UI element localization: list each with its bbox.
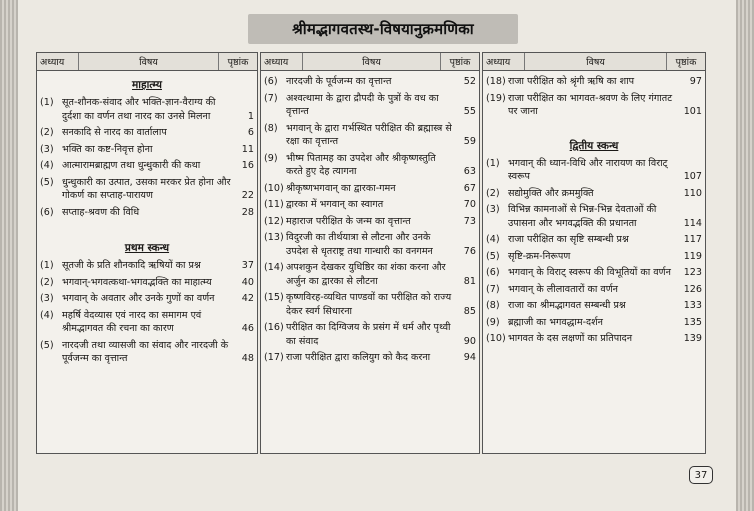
header-prishthank: पृष्ठांक	[666, 53, 705, 70]
left-page-edge	[0, 0, 18, 511]
index-entry	[261, 182, 479, 196]
entry-number: (7)	[264, 92, 278, 104]
entry-number: (5)	[486, 250, 500, 262]
entry-title: भगवान् के अवतार और उनके गुणों का वर्णन	[62, 293, 215, 304]
entry-title: सूतजी के प्रति शौनकादि ऋषियों का प्रश्न	[62, 260, 201, 271]
entry-number: (17)	[264, 352, 284, 363]
index-entry	[483, 92, 705, 119]
entry-page: 46	[241, 323, 254, 334]
entry-number: (10)	[264, 182, 284, 194]
entry-page: 123	[683, 267, 702, 278]
index-entry	[37, 339, 257, 366]
entry-title: ब्रह्माजी का भगवद्धाम-दर्शन	[508, 316, 603, 328]
entry-page: 70	[463, 199, 476, 210]
entry-page: 40	[241, 276, 254, 288]
entry-page: 114	[683, 217, 702, 229]
entry-number: (16)	[264, 322, 284, 333]
entry-title: नारदजी तथा व्यासजी का संवाद और नारदजी के पूर्वजन्म का वृत्तान्त	[62, 339, 229, 364]
index-entry	[261, 198, 479, 212]
entry-page: 67	[463, 182, 476, 194]
entry-page: 59	[463, 136, 476, 147]
entry-title: राजा परीक्षित का सृष्टि सम्बन्धी प्रश्न	[508, 234, 629, 245]
entry-page: 11	[241, 143, 254, 155]
entry-page: 37	[241, 260, 254, 271]
entry-page: 73	[463, 215, 476, 227]
entry-title: सृष्टि-क्रम-निरूपण	[508, 250, 571, 262]
index-entry	[483, 283, 705, 297]
entry-number: (6)	[486, 267, 500, 278]
entry-page: 139	[683, 333, 702, 344]
entry-page: 85	[463, 305, 476, 317]
entry-number: (3)	[486, 204, 500, 215]
entry-page: 63	[463, 166, 476, 177]
index-entry	[483, 75, 705, 89]
entry-page: 55	[463, 106, 476, 117]
entry-page: 42	[241, 293, 254, 304]
entry-number: (3)	[40, 293, 54, 304]
entry-number: (9)	[486, 316, 500, 328]
entry-title: सप्ताह-श्रवण की विधि	[62, 206, 140, 218]
column-header	[483, 53, 705, 71]
index-entry	[37, 126, 257, 140]
entry-number: (4)	[486, 234, 500, 245]
entry-page: 119	[683, 250, 702, 262]
entry-number: (14)	[264, 262, 284, 273]
entry-number: (7)	[486, 283, 500, 295]
entry-title: श्रीकृष्णभगवान् का द्वारका-गमन	[286, 182, 396, 194]
index-entry	[261, 231, 479, 258]
entry-number: (3)	[40, 143, 54, 155]
entry-title: सनकादि से नारद का वार्तालाप	[62, 127, 167, 138]
entry-number: (1)	[40, 260, 54, 271]
index-entry	[483, 332, 705, 346]
entry-title: महर्षि वेदव्यास एवं नारद का समागम एवं श्रीमद्भागवत की रचना का कारण	[62, 309, 202, 334]
entry-title: राजा का श्रीमद्भागवत सम्बन्धी प्रश्न	[508, 300, 626, 311]
entry-number: (2)	[40, 276, 54, 288]
index-entry	[261, 215, 479, 229]
entry-page: 117	[683, 234, 702, 245]
index-entry	[37, 206, 257, 220]
entry-title: भगवान् की ध्यान-विधि और नारायण का विराट् स्वरूप	[508, 157, 668, 182]
header-vishay: विषय	[362, 57, 381, 68]
index-entry	[483, 203, 705, 230]
page-title: श्रीमद्भागवतस्थ-विषयानुक्रमणिका	[292, 20, 474, 38]
index-entry	[37, 292, 257, 306]
entry-page: 94	[463, 352, 476, 363]
header-vishay: विषय	[139, 57, 158, 68]
entry-page: 97	[689, 76, 702, 87]
column-2-body	[261, 71, 479, 365]
index-entry	[483, 157, 705, 184]
entry-page: 52	[463, 76, 476, 87]
entry-page: 90	[463, 335, 476, 347]
entry-page: 16	[241, 160, 254, 171]
index-column-3	[482, 52, 706, 454]
entry-number: (9)	[264, 152, 278, 164]
index-entry	[261, 75, 479, 89]
section-heading: द्वितीय स्कन्ध	[569, 139, 619, 152]
header-adhyay: अध्याय	[483, 53, 525, 70]
entry-title: द्वारका में भगवान् का स्वागत	[286, 199, 384, 210]
index-entry	[37, 96, 257, 123]
entry-number: (5)	[40, 176, 54, 188]
entry-number: (2)	[486, 187, 500, 199]
entry-title: भगवान्-भगवत्कथा-भगवद्भक्ति का माहात्म्य	[62, 276, 212, 288]
entry-number: (11)	[264, 199, 284, 210]
index-entry	[261, 291, 479, 318]
index-entry	[483, 266, 705, 280]
entry-title: भागवत के दस लक्षणों का प्रतिपादन	[508, 333, 633, 344]
entry-title: भगवान् के लीलावतारों का वर्णन	[508, 283, 618, 295]
header-adhyay: अध्याय	[261, 53, 303, 70]
entry-title: भगवान् के द्वारा गर्भस्थित परीक्षित की ब्रह्मास्त्र से रक्षा का वृत्तान्त	[286, 122, 452, 147]
entry-number: (15)	[264, 292, 284, 303]
entry-number: (19)	[486, 92, 506, 104]
entry-title: विभिन्न कामनाओं से भिन्न-भिन्न देवताओं की उपासना और भगवद्भक्ति की प्रधानता	[508, 204, 657, 229]
entry-title: परीक्षित का दिग्विजय के प्रसंग में धर्म और पृथ्वी का संवाद	[286, 322, 451, 347]
index-entry	[483, 299, 705, 313]
index-entry	[37, 309, 257, 336]
index-entry	[37, 143, 257, 157]
entry-page: 22	[241, 190, 254, 201]
entry-page: 110	[683, 187, 702, 199]
index-entry	[483, 316, 705, 330]
entry-title: राजा परीक्षित का भागवत-श्रवण के लिए गंगातट पर जाना	[508, 92, 673, 117]
entry-page: 133	[683, 300, 702, 311]
index-entry	[37, 276, 257, 290]
entry-title: भगवान् के विराट् स्वरूप की विभूतियों का वर्णन	[508, 267, 671, 278]
entry-page: 101	[683, 106, 702, 117]
entry-page: 135	[683, 316, 702, 328]
entry-page: 48	[241, 353, 254, 364]
header-vishay: विषय	[586, 57, 605, 68]
header-prishthank: पृष्ठांक	[218, 53, 257, 70]
entry-title: भक्ति का कष्ट-निवृत्त होना	[62, 143, 153, 155]
entry-number: (13)	[264, 232, 284, 243]
entry-page: 1	[247, 110, 254, 122]
entry-number: (1)	[486, 157, 500, 169]
column-3-top-rows	[483, 71, 705, 119]
entry-title: भीष्म पितामह का उपदेश और श्रीकृष्णस्तुति करते हुए देह त्यागना	[286, 152, 436, 177]
entry-title: राजा परीक्षित को श्रृंगी ऋषि का शाप	[508, 76, 635, 87]
section-heading: प्रथम स्कन्ध	[124, 242, 170, 254]
index-entry	[37, 159, 257, 173]
index-entry	[261, 122, 479, 149]
entry-page: 81	[463, 275, 476, 287]
index-column-2	[260, 52, 480, 454]
entry-page: 107	[683, 171, 702, 182]
entry-number: (8)	[264, 122, 278, 134]
entry-title: सद्योमुक्ति और क्रममुक्ति	[508, 187, 594, 199]
page-number: 37	[689, 466, 713, 484]
header-prishthank: पृष्ठांक	[440, 53, 479, 70]
index-column-1	[36, 52, 258, 454]
entry-number: (4)	[40, 160, 54, 171]
entry-number: (6)	[40, 206, 54, 218]
entry-number: (5)	[40, 339, 54, 351]
section-heading: माहात्म्य	[132, 79, 162, 91]
entry-title: अश्वत्थामा के द्वारा द्रौपदी के पुत्रों के वध का वृत्तान्त	[286, 92, 439, 117]
index-entry	[37, 176, 257, 203]
entry-page: 6	[247, 127, 254, 138]
entry-number: (8)	[486, 300, 500, 311]
entry-title: धुन्धुकारी का उत्पात, उसका मरकर प्रेत होना और गोकर्ण का सप्ताह-पारायण	[62, 176, 231, 201]
entry-title: कृष्णविरह-व्यथित पाण्डवों का परीक्षित को राज्य देकर स्वर्ग सिधारना	[286, 292, 452, 317]
entry-number: (18)	[486, 76, 506, 87]
index-entry	[261, 351, 479, 365]
index-entry	[37, 259, 257, 273]
index-entry	[261, 152, 479, 179]
index-entry	[483, 187, 705, 201]
index-entry	[483, 250, 705, 264]
entry-number: (10)	[486, 333, 506, 344]
index-entry	[261, 321, 479, 348]
entry-page: 76	[463, 245, 476, 257]
entry-number: (1)	[40, 97, 54, 108]
entry-title: विदुरजी का तीर्थयात्रा से लौटना और उनके उपदेश से धृतराष्ट्र तथा गान्धारी का वनगमन	[286, 232, 433, 257]
title-banner	[248, 14, 518, 44]
index-entry	[261, 92, 479, 119]
column-1-body	[37, 78, 257, 366]
entry-number: (2)	[40, 127, 54, 138]
entry-number: (6)	[264, 76, 278, 87]
entry-title: आत्मारामब्राह्मण तथा धुन्धुकारी की कथा	[62, 160, 201, 171]
column-header	[261, 53, 479, 71]
entry-number: (12)	[264, 215, 284, 227]
entry-title: नारदजी के पूर्वजन्म का वृत्तान्त	[286, 76, 392, 87]
right-page-edge	[736, 0, 754, 511]
entry-page: 28	[241, 206, 254, 218]
entry-number: (4)	[40, 309, 54, 321]
entry-title: महाराज परीक्षित के जन्म का वृत्तान्त	[286, 215, 411, 227]
header-adhyay: अध्याय	[37, 53, 79, 70]
index-entry	[483, 233, 705, 247]
column-3-body	[483, 157, 705, 346]
index-entry	[261, 261, 479, 288]
entry-title: अपशकुन देखकर युधिष्ठिर का शंका करना और अर्जुन का द्वारका से लौटना	[286, 262, 446, 287]
column-header	[37, 53, 257, 71]
entry-title: राजा परीक्षित द्वारा कलियुग को कैद करना	[286, 352, 431, 363]
entry-page: 126	[683, 283, 702, 295]
entry-title: सूत-शौनक-संवाद और भक्ति-ज्ञान-वैराग्य की दुर्दशा का वर्णन तथा नारद का उनसे मिलना	[62, 97, 216, 122]
